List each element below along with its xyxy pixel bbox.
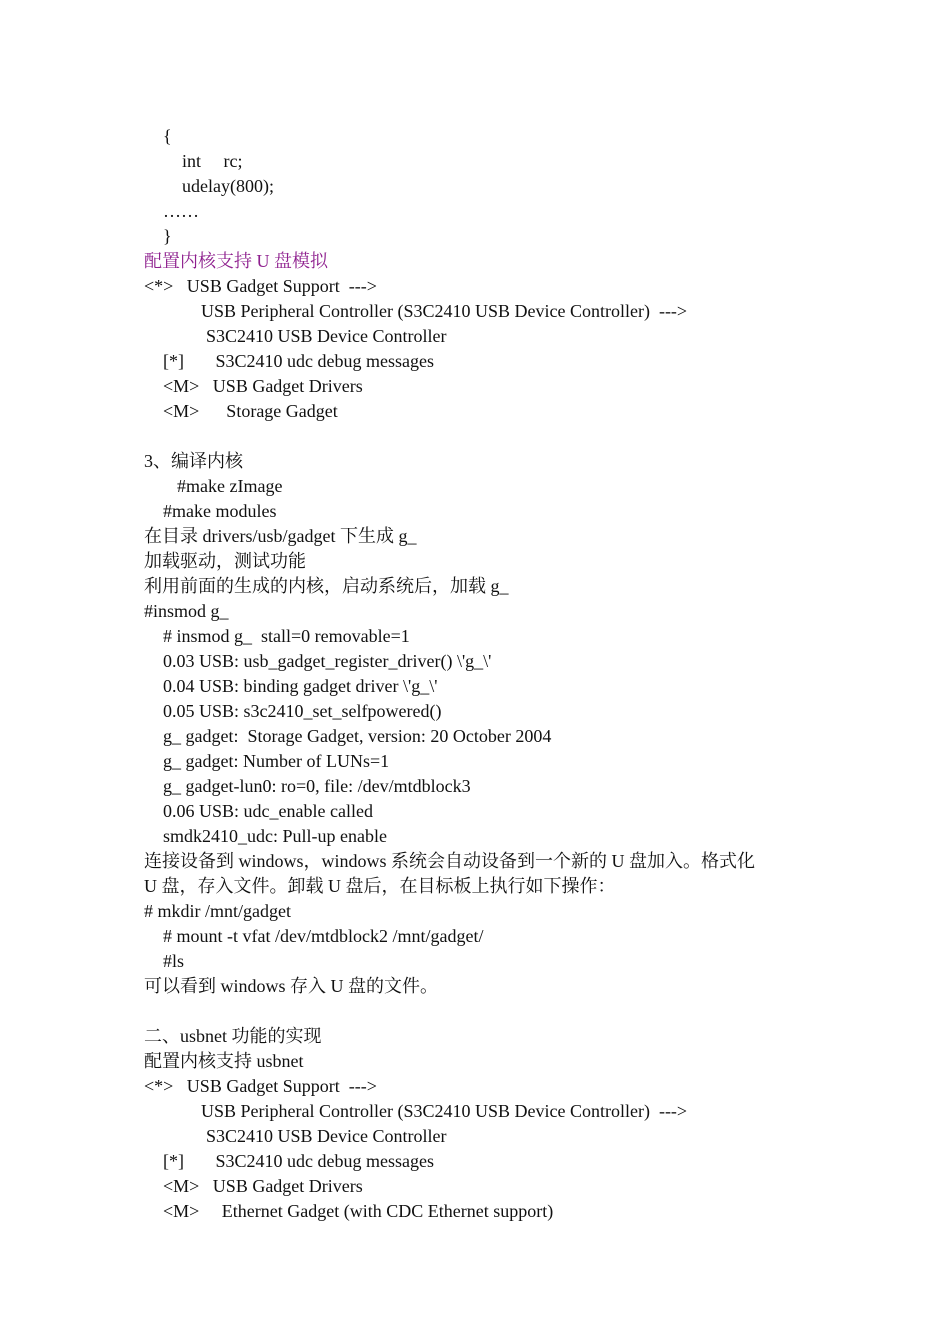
text-line: 利用前面的生成的内核，启动系统后，加载 g_: [144, 576, 509, 596]
command-line: #make modules: [163, 501, 277, 521]
section-heading: 配置内核支持 U 盘模拟: [144, 251, 328, 271]
text-line: U 盘，存入文件。卸载 U 盘后，在目标板上执行如下操作：: [144, 876, 616, 896]
text-line: 可以看到 windows 存入 U 盘的文件。: [144, 976, 439, 996]
config-line: S3C2410 USB Device Controller: [206, 326, 447, 346]
config-line: [*] S3C2410 udc debug messages: [163, 351, 434, 371]
code-line: udelay(800);: [182, 176, 274, 196]
code-line: int rc;: [182, 151, 243, 171]
code-line: }: [163, 226, 172, 246]
config-line: <M> USB Gadget Drivers: [163, 1176, 363, 1196]
output-line: g_ gadget: Storage Gadget, version: 20 October 2004: [163, 726, 552, 746]
code-line: {: [163, 126, 172, 146]
output-line: 0.04 USB: binding gadget driver \'g_\': [163, 676, 438, 696]
config-line: <M> Ethernet Gadget (with CDC Ethernet support): [163, 1201, 554, 1221]
output-line: g_ gadget-lun0: ro=0, file: /dev/mtdblock3: [163, 776, 471, 796]
config-line: <*> USB Gadget Support --->: [144, 1076, 377, 1096]
section-heading: 二、usbnet 功能的实现: [144, 1026, 322, 1046]
command-line: # mount -t vfat /dev/mtdblock2 /mnt/gadget/: [163, 926, 484, 946]
config-line: USB Peripheral Controller (S3C2410 USB Device Controller) --->: [201, 1101, 688, 1121]
output-line: 0.03 USB: usb_gadget_register_driver() \'g_\': [163, 651, 492, 671]
output-line: # insmod g_ stall=0 removable=1: [163, 626, 410, 646]
config-line: USB Peripheral Controller (S3C2410 USB Device Controller) --->: [201, 301, 688, 321]
output-line: smdk2410_udc: Pull-up enable: [163, 826, 387, 846]
text-line: 加载驱动，测试功能: [144, 551, 306, 571]
config-line: S3C2410 USB Device Controller: [206, 1126, 447, 1146]
output-line: 0.06 USB: udc_enable called: [163, 801, 373, 821]
text-line: 配置内核支持 usbnet: [144, 1051, 304, 1071]
config-line: <M> USB Gadget Drivers: [163, 376, 363, 396]
text-line: 连接设备到 windows，windows 系统会自动设备到一个新的 U 盘加入。格式化: [144, 851, 756, 871]
config-line: <*> USB Gadget Support --->: [144, 276, 377, 296]
section-heading: 3、编译内核: [144, 451, 243, 471]
output-line: 0.05 USB: s3c2410_set_selfpowered(): [163, 701, 442, 721]
config-line: [*] S3C2410 udc debug messages: [163, 1151, 434, 1171]
output-line: g_ gadget: Number of LUNs=1: [163, 751, 390, 771]
config-line: <M> Storage Gadget: [163, 401, 338, 421]
command-line: #insmod g_: [144, 601, 229, 621]
code-line: ……: [163, 201, 199, 221]
text-line: 在目录 drivers/usb/gadget 下生成 g_: [144, 526, 417, 546]
command-line: #make zImage: [177, 476, 283, 496]
command-line: # mkdir /mnt/gadget: [144, 901, 291, 921]
command-line: #ls: [163, 951, 185, 971]
